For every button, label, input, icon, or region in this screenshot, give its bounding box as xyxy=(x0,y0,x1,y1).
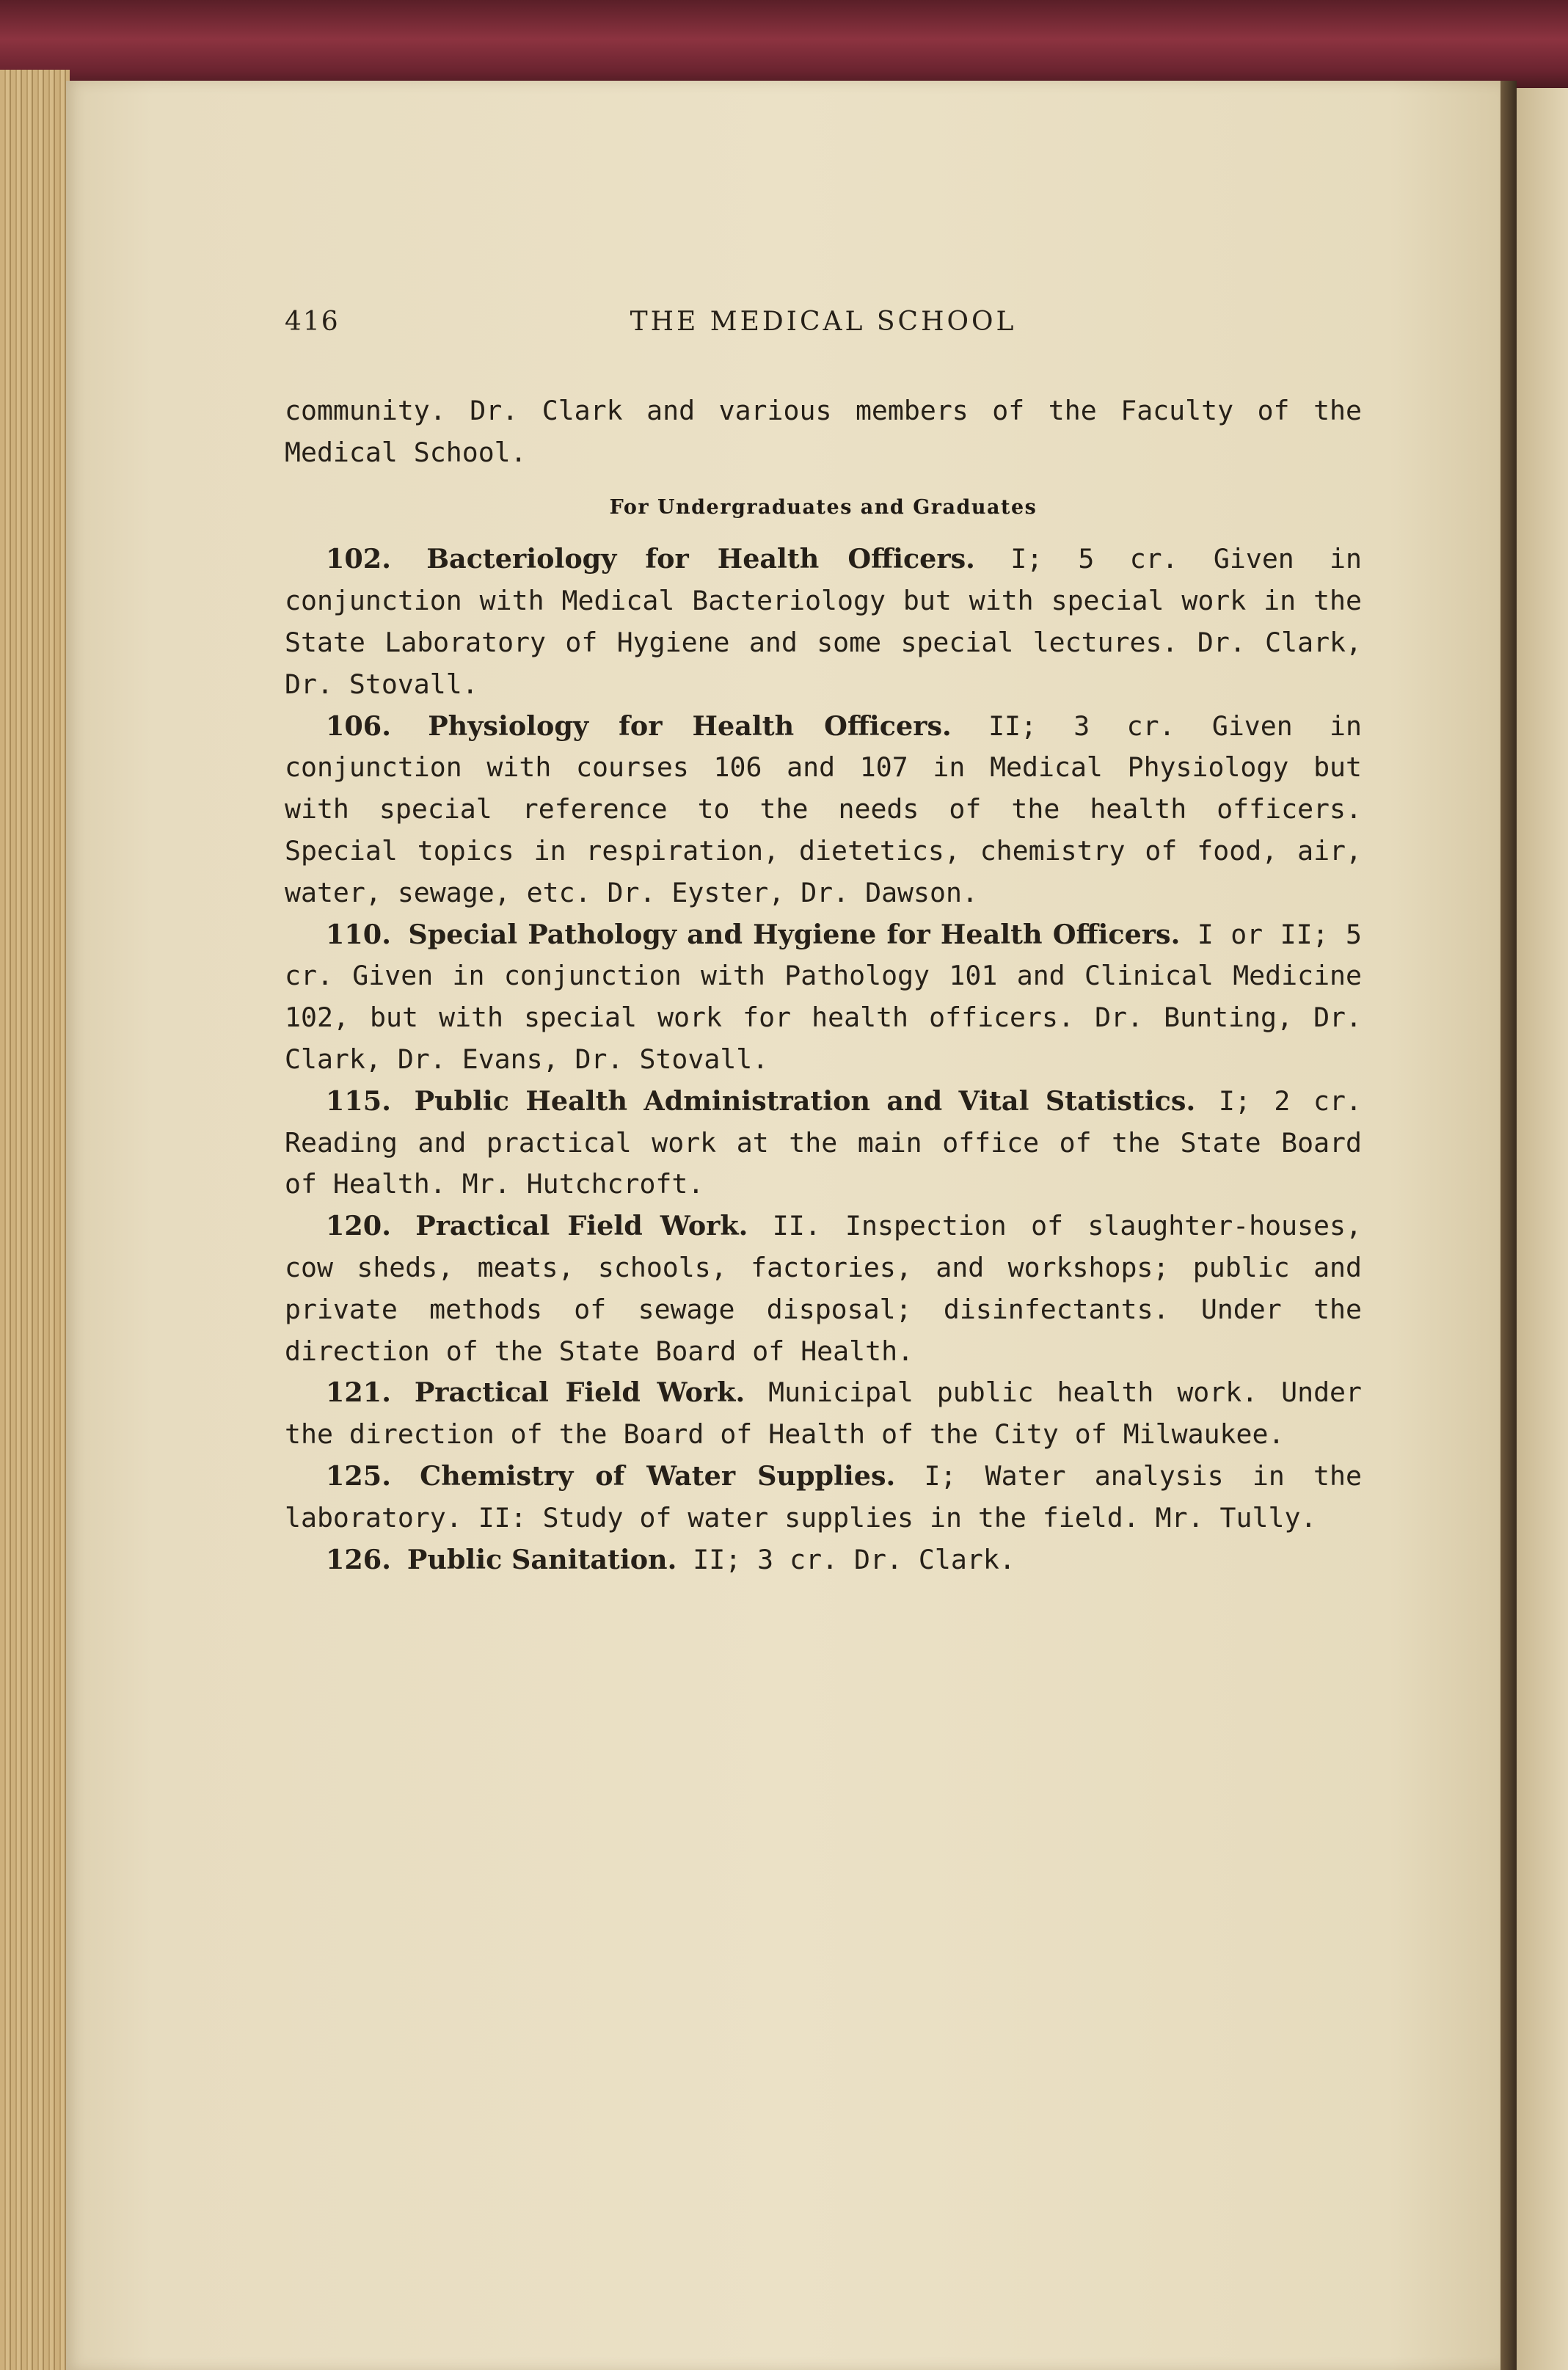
course-description: II; 3 cr. Dr. Clark. xyxy=(693,1543,1015,1575)
course-entry xyxy=(285,1081,1362,1206)
course-title: Bacteriology for Health Officers. xyxy=(426,543,975,575)
course-description: I or II; 5 cr. Given in conjunction with Pathology 101 and Clinical Medicine 102, but with special work for health officers. Dr. Bunting, Dr. Clark, Dr. Evans, Dr. Stovall. xyxy=(285,918,1362,1075)
course-number: 125. xyxy=(326,1459,391,1492)
course-number: 110. xyxy=(326,918,391,950)
facing-page-edge xyxy=(1517,88,1568,2370)
course-number: 126. xyxy=(326,1543,391,1575)
course-number: 106. xyxy=(326,710,391,742)
course-title: Chemistry of Water Supplies. xyxy=(420,1459,896,1492)
course-description: Municipal public health work. Under the direction of the Board of Health of the City of Milwaukee. xyxy=(285,1377,1363,1451)
book-gutter xyxy=(1500,81,1517,2370)
course-entry xyxy=(285,1539,1362,1581)
course-number: 121. xyxy=(326,1377,391,1409)
course-title: Special Pathology and Hygiene for Health Officers. xyxy=(408,918,1181,950)
course-number: 120. xyxy=(326,1210,391,1242)
intro-paragraph: community. Dr. Clark and various members of the Faculty of the Medical School. xyxy=(285,395,1362,468)
course-title: Practical Field Work. xyxy=(415,1210,748,1242)
red-binding-edge xyxy=(0,0,1568,88)
course-description: II. Inspection of slaughter-houses, cow sheds, meats, schools, factories, and workshops; public and private methods of sewage disposal; disinfectants. Under the direction of the State Board of Health. xyxy=(285,1210,1362,1367)
running-head xyxy=(285,307,1362,351)
section-heading: For Undergraduates and Graduates xyxy=(609,495,1038,519)
course-entry xyxy=(285,539,1362,705)
page-edges xyxy=(0,70,70,2370)
course-entry xyxy=(285,1206,1362,1372)
course-entry xyxy=(285,1456,1362,1539)
page-number: 416 xyxy=(285,307,340,337)
course-entry xyxy=(285,706,1362,914)
course-description: I; 2 cr. Reading and practical work at the main office of the State Board of Health. Mr. Hutchcroft. xyxy=(285,1084,1362,1200)
course-title: Practical Field Work. xyxy=(414,1377,745,1409)
course-title: Public Sanitation. xyxy=(406,1543,677,1575)
course-number: 115. xyxy=(326,1084,391,1117)
body-text xyxy=(285,390,1362,1580)
course-description: II; 3 cr. Given in conjunction with courses 106 and 107 in Medical Physiology but with special reference to the needs of the health officers. Special topics in respiration, dietetics, chemistry of food, air, water, sewage, etc. Dr. Eyster, Dr. Dawson. xyxy=(285,710,1362,908)
course-title: Physiology for Health Officers. xyxy=(428,710,952,742)
header-title: THE MEDICAL SCHOOL xyxy=(630,307,1017,337)
course-entry xyxy=(285,914,1362,1081)
course-title: Public Health Administration and Vital Statistics. xyxy=(414,1084,1196,1117)
course-entry xyxy=(285,1372,1362,1456)
course-description: I; Water analysis in the laboratory. II: Study of water supplies in the field. Mr. Tully. xyxy=(285,1459,1362,1534)
course-description: I; 5 cr. Given in conjunction with Medical Bacteriology but with special work in the State Laboratory of Hygiene and some special lectures. Dr. Clark, Dr. Stovall. xyxy=(285,543,1363,700)
course-number: 102. xyxy=(326,543,391,575)
